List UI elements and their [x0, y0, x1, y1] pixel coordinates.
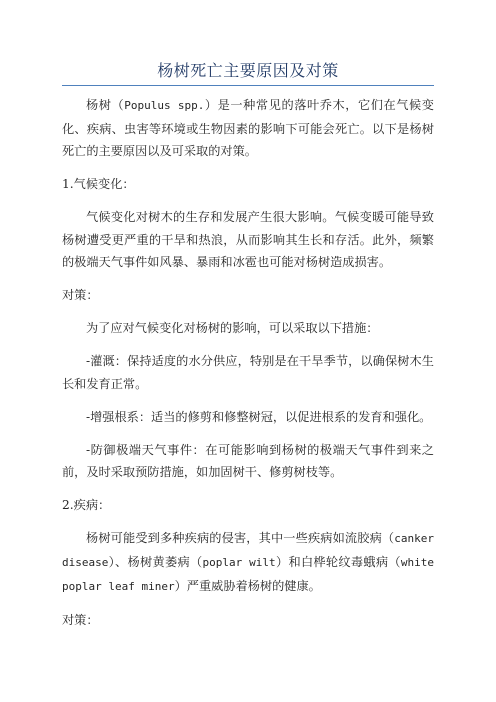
section1-heading: 1.气候变化：: [62, 177, 135, 192]
countermeasure-label-2: 对策：: [62, 612, 99, 627]
section2-heading: 2.疾病：: [62, 498, 111, 513]
section2-text-2: ）、杨树黄萎病（: [108, 555, 203, 570]
measure-irrigation: -灌溉：保持适度的水分供应，特别是在干旱季节，以确保树木生长和发育正常。: [62, 354, 434, 391]
document-body: [62, 94, 434, 642]
section2-text-1: 杨树可能受到多种疾病的侵害，其中一些疾病如流胶病（: [86, 531, 395, 546]
section2-english-3: white poplar leaf miner: [62, 556, 434, 593]
section2-paragraph: [62, 527, 434, 598]
intro-text-pre: 杨树（: [86, 98, 125, 112]
section1-paragraph: 气候变化对树木的生存和发展产生很大影响。气候变暖可能导致杨树遭受更严重的干旱和热浪，从而影响其生长和存活。此外，频繁的极端天气事件如风暴、暴雨和冰雹也可能对杨树造成损害。: [62, 210, 434, 270]
measure-extreme-weather: -防御极端天气事件：在可能影响到杨树的极端天气事件到来之前，及时采取预防措施，如加固树干、修剪树枝等。: [62, 442, 434, 480]
title-underline: [62, 85, 434, 86]
intro-paragraph: [62, 94, 434, 163]
measure-roots: -增强根系：适当的修剪和修整树冠，以促进根系的发育和强化。: [86, 409, 432, 424]
section2-text-3: ）和白桦轮纹毒蛾病（: [275, 555, 401, 570]
countermeasure-label-1: 对策：: [62, 288, 99, 303]
intro-latin-name: Populus spp.: [124, 99, 205, 112]
document-title: 杨树死亡主要原因及对策: [157, 61, 339, 80]
section2-text-4: ）严重威胁着杨树的健康。: [174, 578, 321, 593]
intro-text-post: ）是一种常见的落叶乔木，它们在气候变化、疾病、虫害等环境或生物因素的影响下可能会死亡。以下是杨树死亡的主要原因以及可采取的对策。: [62, 98, 434, 159]
section2-english-1: canker disease: [62, 532, 434, 570]
section2-english-2: poplar wilt: [202, 556, 276, 570]
countermeasure-intro: 为了应对气候变化对杨树的影响，可以采取以下措施：: [86, 321, 379, 336]
